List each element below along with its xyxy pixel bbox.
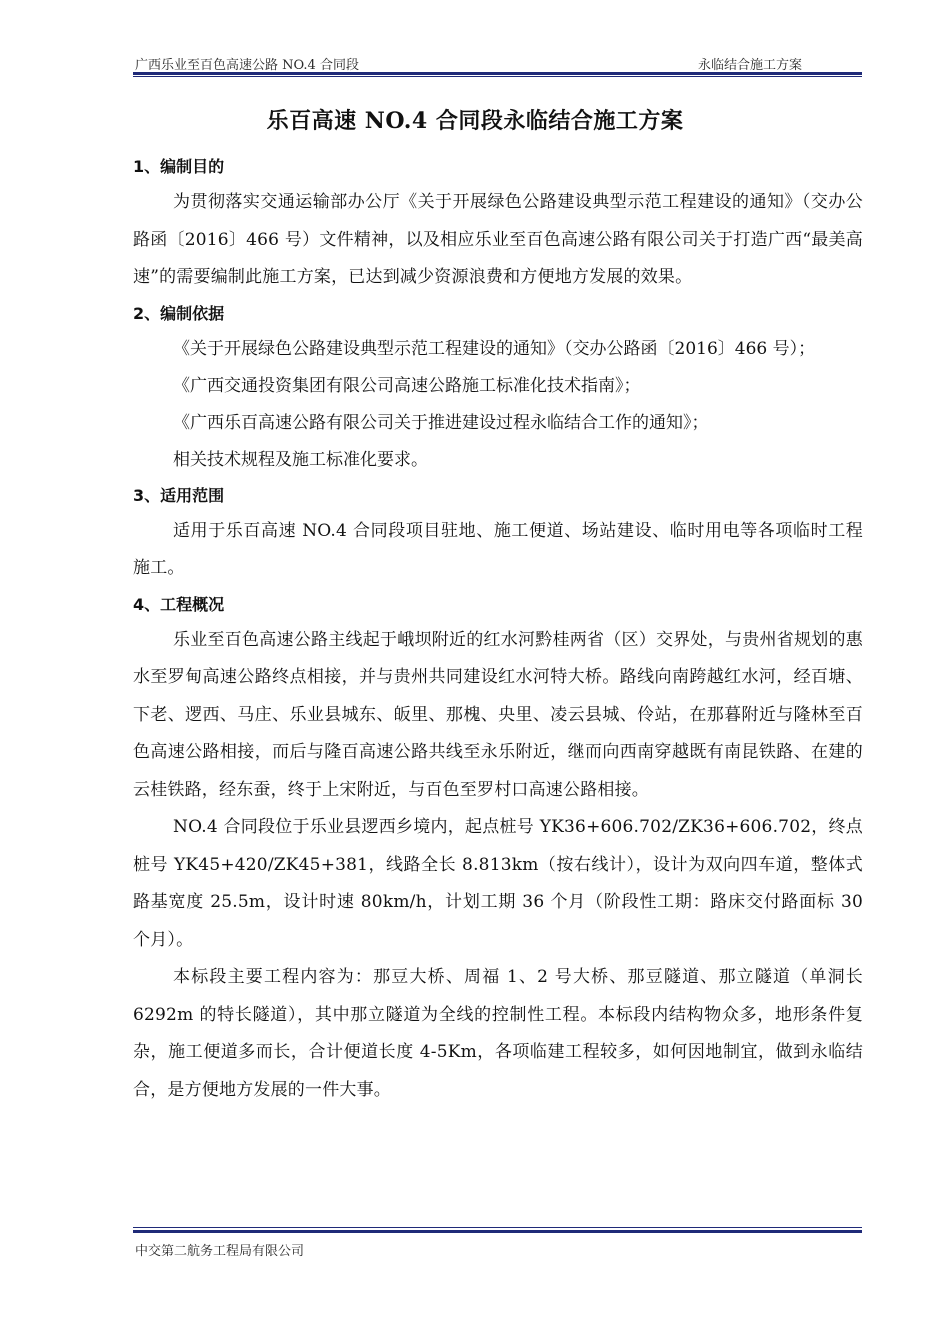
document-body xyxy=(133,150,863,1109)
section-purpose xyxy=(133,150,863,297)
header-rule-thin xyxy=(133,76,862,77)
header-doc-name: 永临结合施工方案 xyxy=(697,58,802,73)
basis-item: 《关于开展绿色公路建设典型示范工程建设的通知》（交办公路函〔2016〕466 号）； xyxy=(173,338,816,359)
paragraph: 本标段主要工程内容为：那豆大桥、周福 1、2 号大桥、那豆隧道、那立隧道（单洞长 6292m 的特长隧道），其中那立隧道为全线的控制性工程。本标段内结构物众多，地形条件复杂，施工便道多而长，合计便道长度 4-5Km，各项临建工程较多，如何因地制宜，做到永临结合，是方便地方发展的一件大事。 xyxy=(133,967,863,1100)
basis-item: 《广西乐百高速公路有限公司关于推进建设过程永临结合工作的通知》； xyxy=(173,412,709,433)
section-basis xyxy=(133,297,863,479)
section-heading: 3、适用范围 xyxy=(133,485,225,505)
header-project-name: 广西乐业至百色高速公路 NO.4 合同段 xyxy=(135,58,359,73)
paragraph: NO.4 合同段位于乐业县逻西乡境内，起点桩号 YK36+606.702/ZK36+606.702，终点桩号 YK45+420/ZK45+381，线路全长 8.813km（按右线计），设计为双向四车道，整体式路基宽度 25.5m，设计时速 80km/h，计划工期 36 个月（阶段性工期：路床交付路面标 30 个月）。 xyxy=(133,817,863,950)
page-header xyxy=(135,54,862,72)
footer-rule xyxy=(133,1230,862,1233)
section-overview xyxy=(133,588,863,1110)
header-rule xyxy=(133,72,862,75)
section-heading: 4、工程概况 xyxy=(133,594,225,614)
document-title: 乐百高速 NO.4 合同段永临结合施工方案 xyxy=(266,108,684,134)
paragraph: 乐业至百色高速公路主线起于峨坝附近的红水河黔桂两省（区）交界处，与贵州省规划的惠水至罗甸高速公路终点相接，并与贵州共同建设红水河特大桥。路线向南跨越红水河，经百塘、下老、逻西、马庄、乐业县城东、皈里、那槐、央里、凌云县城、伶站，在那暮附近与隆林至百色高速公路相接，而后与隆百高速公路共线至永乐附近，继而向西南穿越既有南昆铁路、在建的云桂铁路，经东蚕，终于上宋附近，与百色至罗村口高速公路相接。 xyxy=(133,629,863,800)
footer-rule-thin xyxy=(133,1227,862,1228)
page-footer: 中交第二航务工程局有限公司 xyxy=(135,1244,305,1259)
section-heading: 2、编制依据 xyxy=(133,303,225,323)
paragraph: 为贯彻落实交通运输部办公厅《关于开展绿色公路建设典型示范工程建设的通知》（交办公路函〔2016〕466 号）文件精神，以及相应乐业至百色高速公路有限公司关于打造广西“最美高速”的需要编制此施工方案，已达到减少资源浪费和方便地方发展的效果。 xyxy=(133,192,863,287)
basis-item: 《广西交通投资集团有限公司高速公路施工标准化技术指南》； xyxy=(173,375,641,396)
paragraph: 适用于乐百高速 NO.4 合同段项目驻地、施工便道、场站建设、临时用电等各项临时工程施工。 xyxy=(133,520,863,578)
section-heading: 1、编制目的 xyxy=(133,157,225,176)
basis-item: 相关技术规程及施工标准化要求。 xyxy=(173,449,428,470)
section-scope xyxy=(133,479,863,588)
